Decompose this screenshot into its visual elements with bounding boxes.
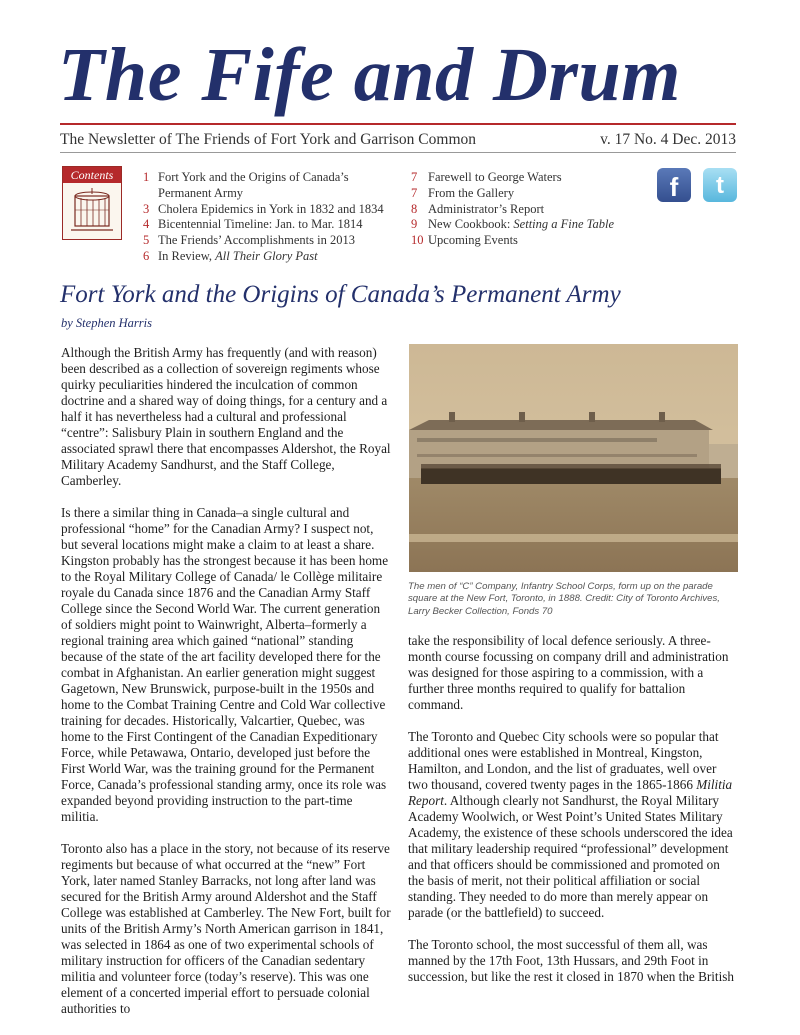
toc-title: Administrator’s Report [428, 201, 545, 216]
toc-page-number: 4 [143, 217, 150, 232]
toc-item[interactable] [411, 217, 651, 233]
toc-item[interactable] [143, 233, 403, 249]
toc-title-italic: All Their Glory Past [215, 248, 318, 263]
toc-page-number: 7 [411, 170, 418, 184]
toc-title [428, 217, 651, 233]
toc-title: Upcoming Events [428, 233, 518, 248]
toc-title: The Friends’ Accomplishments in 2013 [158, 233, 355, 248]
toc-title: Bicentennial Timeline: Jan. to Mar. 1814 [158, 217, 363, 232]
paragraph-text: . Although clearly not Sandhurst, the Royal Military Academy Woolwich, or West Point’s United States Military Academy, the existence of these schools underscored the idea that military leadership required “professional” development and that officers should be commissioned and promoted on the basis of merit, not their political affiliation or social standing. They needed to do more than merely appear on parade (or the battlefield) to succeed. [408, 793, 733, 920]
article-paragraph: take the responsibility of local defence seriously. A three-month course focussing on company drill and administration was designed for those aspiring to a commission, with a further three months required to qualify for battalion command. [408, 633, 729, 712]
toc-item[interactable] [143, 170, 403, 202]
article-paragraph: Is there a similar thing in Canada–a single cultural and professional “home” for the Canadian Army? I suspect not, but several locations might make a claim to at least a share. Kingston probably has the strongest because it has been home to the Royal Military College of Canada/ le Collège militaire royale du Canada since 1876 and the Canadian Army Staff College since the Second World War. The current generation of soldiers might point to Wainwright, Alberta–formerly a regional training area which gained “national” standing because of the state of the art facility developed there for the combat in Afghanistan. An earlier generation might suggest Gagetown, New Brunswick, purpose-built in the 1950s and home to the Combat Training Centre and Cold War collective training for decades. Historically, Valcartier, Quebec, was home to the First Contingent of the Canadian Expeditionary Force, while Petawawa, Ontario, developed just before the First World War, was the training ground for the Permanent Force, Canada’s professional standing army, once its role was expanded beyond providing instruction to the part-time militia. [61, 505, 389, 824]
toc-title-prefix: In Review, [158, 248, 216, 263]
article-paragraph: The Toronto school, the most successful of them all, was manned by the 17th Foot, 13th Hussars, and 29th Foot in succession, but like the rest it closed in 1870 when the British [408, 937, 734, 984]
article-column-left [61, 345, 393, 1033]
toc-item[interactable] [411, 233, 651, 249]
newsletter-subtitle: The Newsletter of The Friends of Fort York and Garrison Common [60, 131, 477, 148]
article-column-right [408, 633, 738, 1001]
photo-caption: The men of “C” Company, Infantry School Corps, form up on the parade square at the New Fort, Toronto, in 1888. Credit: City of Toronto Archives, Larry Becker Collection, Fonds 70 [408, 581, 720, 617]
toc-page-number: 1 [143, 170, 150, 184]
toc-page-number: 3 [143, 201, 150, 216]
publication-title: Militia Report [408, 777, 733, 808]
twitter-icon[interactable] [703, 168, 737, 202]
barracks-parade-photo [409, 344, 738, 572]
masthead-subtitle-bar [60, 131, 736, 151]
fort-illustration-icon [69, 186, 115, 234]
toc-title: From the Gallery [428, 185, 515, 200]
toc-item[interactable] [143, 249, 403, 265]
twitter-glyph: t [716, 172, 724, 199]
toc-title [158, 249, 403, 265]
toc-item[interactable] [143, 202, 403, 218]
article-byline: by Stephen Harris [61, 316, 152, 330]
toc-page-number: 6 [143, 248, 150, 263]
facebook-glyph: f [669, 172, 679, 202]
contents-label: Contents [63, 167, 121, 183]
article-title: Fort York and the Origins of Canada’s Permanent Army [60, 281, 621, 308]
article-paragraph [408, 729, 738, 921]
toc-page-number: 7 [411, 185, 418, 200]
toc-title-prefix: New Cookbook: [428, 217, 514, 232]
toc-page-number: 9 [411, 217, 418, 232]
article-paragraph: Although the British Army has frequently (and with reason) been described as a collection of sovereign regiments whose quirky peculiarities hindered the inculcation of common doctrine and a shared way of doing things, for a century and a half it has nevertheless had a cultural and professional “centre”: Salisbury Plain in southern England and the associated sprawl there that encompasses Aldershot, the Royal Military Academy Sandhurst, and the Staff College, Camberley. [61, 345, 391, 488]
issue-info: v. 17 No. 4 Dec. 2013 [600, 131, 736, 148]
toc-page-number: 10 [411, 233, 424, 248]
toc-item[interactable] [411, 170, 651, 186]
toc-item[interactable] [143, 217, 403, 233]
toc-item[interactable] [411, 202, 651, 218]
contents-badge [62, 166, 122, 240]
article-paragraph: Toronto also has a place in the story, not because of its reserve regiments but because of what occurred at the “new” Fort York, later named Stanley Barracks, not long after land was secured for the British Army around Aldershot and the Staff College was established at Camberley. The New Fort, built for units of the British Army’s North American garrison in 1841, was selected in 1864 as one of two experimental schools of military instruction for officers of the Canadian sedentary militia and volunteer force (today’s reserve). This was one element of a concerted imperial effort to persuade colonial authorities to [61, 841, 391, 1016]
toc-title: Fort York and the Origins of Canada’s Permanent Army [158, 170, 349, 200]
paragraph-text: The Toronto and Quebec City schools were so popular that additional ones were established in Montreal, Kingston, Hamilton, and London, and the list of graduates, well over two thousand, covered twenty pages in the 1865-1866 [408, 729, 719, 792]
toc-page-number: 5 [143, 233, 150, 248]
toc-page-number: 8 [411, 201, 418, 216]
facebook-icon[interactable] [657, 168, 691, 202]
table-of-contents-left [143, 170, 403, 265]
masthead-title: The Fife and Drum [58, 33, 681, 117]
subtitle-rule [60, 152, 736, 153]
toc-item[interactable] [411, 186, 651, 202]
toc-title-italic: Setting a Fine Table [513, 217, 614, 232]
masthead-rule [60, 123, 736, 125]
table-of-contents-right [411, 170, 651, 249]
toc-title: Farewell to George Waters [428, 170, 562, 184]
toc-title: Cholera Epidemics in York in 1832 and 1834 [158, 201, 384, 216]
